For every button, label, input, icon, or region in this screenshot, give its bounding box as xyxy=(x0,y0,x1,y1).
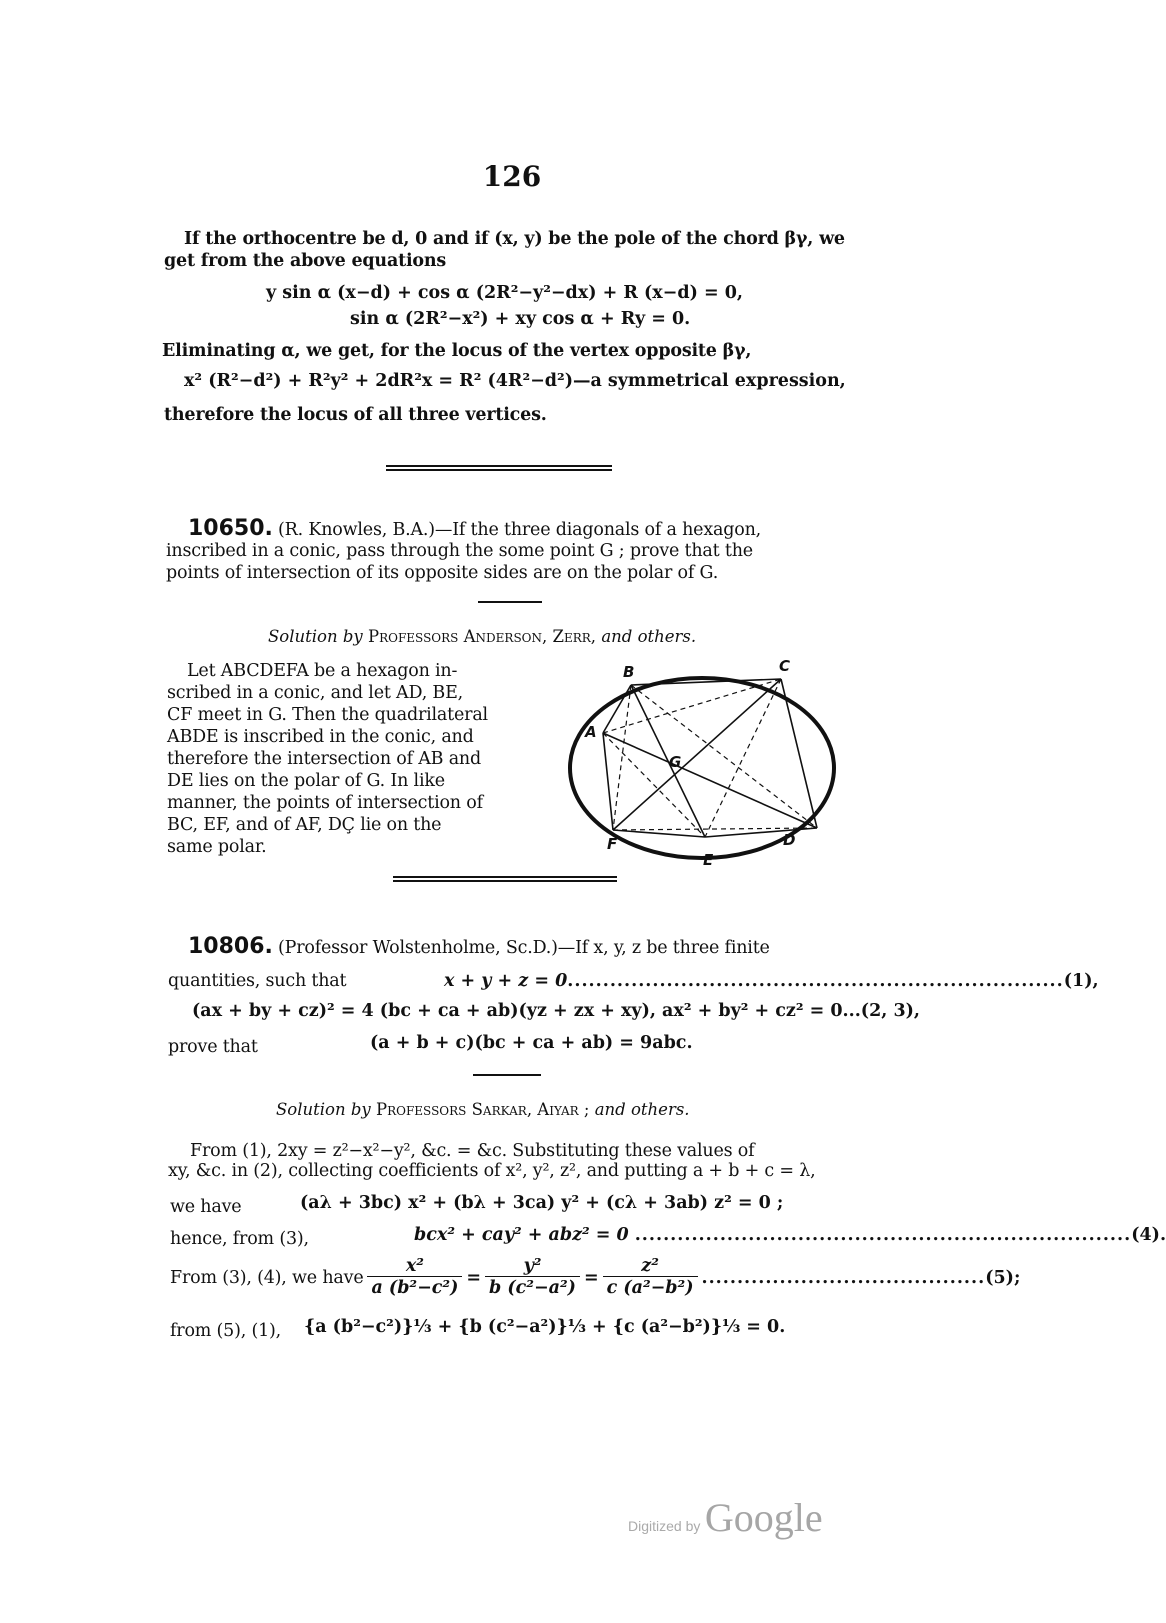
solution-by: Solution by xyxy=(276,1100,371,1119)
solution-attribution xyxy=(276,1100,690,1119)
fraction-x: $\frac{\text{x²}}{\text{a (b²−c²)}}$ xyxy=(367,1256,462,1299)
question-10806-header xyxy=(188,934,770,959)
leader-dots: ...................................................................... xyxy=(567,971,1064,991)
solution-line: ABDE is inscribed in the conic, and xyxy=(167,727,474,747)
solution-body xyxy=(167,660,527,858)
label-B: B xyxy=(623,663,635,681)
diagonal-CF xyxy=(613,679,781,830)
label-E: E xyxy=(703,851,714,869)
label-C: C xyxy=(779,657,791,675)
from-5-1-label: from (5), (1), xyxy=(170,1321,282,1341)
question-text-line-1: —If x, y, z be three finite xyxy=(557,938,770,958)
page-number: 126 xyxy=(482,160,542,193)
solution-line: same polar. xyxy=(167,837,267,857)
dashed-CE xyxy=(705,679,781,837)
question-text-line-3: points of intersection of its opposite sides are on the polar of G. xyxy=(166,563,719,583)
solution-line: CF meet in G. Then the quadrilateral xyxy=(167,705,488,725)
solution-line-2: xy, &c. in (2), collecting coefficients of x², y², z², and putting a + b + c = λ, xyxy=(168,1161,816,1181)
solution-line-1: From (1), 2xy = z²−x²−y², &c. = &c. Substituting these values of xyxy=(190,1141,755,1161)
solvers: Professors Anderson, Zerr, xyxy=(368,627,597,646)
solution-line: BC, EF, and of AF, DÇ lie on the xyxy=(167,815,442,835)
dashed-BD xyxy=(631,685,817,828)
side-EF xyxy=(613,830,705,837)
digitized-by-text: Digitized by xyxy=(628,1518,701,1534)
side-AB xyxy=(603,685,631,733)
fraction-z: $\frac{\text{z²}}{\text{c (a²−b²)}}$ xyxy=(603,1256,698,1299)
solution-line: therefore the intersection of AB and xyxy=(167,749,482,769)
solution-line: Let ABCDEFA be a hexagon in- xyxy=(187,661,458,681)
from-label: From (3), (4), we have xyxy=(170,1267,364,1288)
equation-2-3: (ax + by + cz)² = 4 (bc + ca + ab)(yz + zx + xy), ax² + by² + cz² = 0...(2, 3), xyxy=(192,1001,921,1021)
solution-line: scribed in a conic, and let AD, BE, xyxy=(167,683,464,703)
label-A: A xyxy=(585,723,597,741)
conclusion-line: therefore the locus of all three vertices. xyxy=(164,405,547,425)
final-equation: {a (b²−c²)}⅓ + {b (c²−a²)}⅓ + {c (a²−b²)}⅓ = 0. xyxy=(304,1317,786,1337)
equation-2: sin α (2R²−x²) + xy cos α + Ry = 0. xyxy=(350,309,691,329)
solution-line: DE lies on the polar of G. In like xyxy=(167,771,445,791)
side-CD xyxy=(781,679,817,828)
hence-label: hence, from (3), xyxy=(170,1229,309,1249)
solution-attribution xyxy=(268,627,696,646)
leader-dots: ...................................................................... xyxy=(634,1225,1132,1245)
solution-equation-3: (aλ + 3bc) x² + (bλ + 3ca) y² + (cλ + 3ab) z² = 0 ; xyxy=(300,1193,784,1213)
intro-line-1: If the orthocentre be d, 0 and if (x, y) be the pole of the chord βγ, we xyxy=(184,229,845,249)
question-10650-header xyxy=(188,516,761,541)
and-others: and others. xyxy=(594,1100,690,1119)
dashed-BF xyxy=(613,685,631,830)
digitized-by-google-watermark xyxy=(628,1494,823,1541)
short-divider xyxy=(473,1074,541,1076)
solution-by: Solution by xyxy=(268,627,363,646)
question-text-line-2: inscribed in a conic, pass through the some point G ; prove that the xyxy=(166,541,753,561)
and-others: and others. xyxy=(601,627,697,646)
label-F: F xyxy=(607,835,618,853)
question-text-line-1: —If the three diagonals of a hexagon, xyxy=(434,520,762,540)
section-divider xyxy=(393,876,617,882)
intro-line-2: get from the above equations xyxy=(164,251,447,271)
equation-1: y sin α (x−d) + cos α (2R²−y²−dx) + R (x−d) = 0, xyxy=(266,283,743,303)
equation-ref-4: (4). xyxy=(1131,1225,1166,1245)
leader-dots: ........................................ xyxy=(701,1267,986,1288)
equation-ref-5: (5); xyxy=(985,1267,1021,1288)
equation-4: bcx² + cay² + abz² = 0 xyxy=(414,1225,629,1245)
short-divider xyxy=(478,601,542,603)
prove-equation: (a + b + c)(bc + ca + ab) = 9abc. xyxy=(370,1033,693,1053)
equation-4-line xyxy=(414,1224,1166,1246)
question-number: 10806. xyxy=(188,934,273,959)
google-logo: Google xyxy=(704,1495,823,1540)
question-number: 10650. xyxy=(188,516,273,541)
solution-line: manner, the points of intersection of xyxy=(167,793,483,813)
section-divider xyxy=(386,465,612,471)
solvers: Professors Sarkar, Aiyar ; xyxy=(376,1100,590,1119)
eliminating-line: Eliminating α, we get, for the locus of the vertex opposite βγ, xyxy=(162,341,752,361)
question-author: (Professor Wolstenholme, Sc.D.) xyxy=(278,938,558,958)
we-have-label: we have xyxy=(170,1197,242,1217)
fraction-y: $\frac{\text{y²}}{\text{b (c²−a²)}}$ xyxy=(485,1256,580,1299)
question-author: (R. Knowles, B.A.) xyxy=(278,520,435,540)
equation-ref-1: (1), xyxy=(1063,971,1099,991)
prove-that-label: prove that xyxy=(168,1037,258,1057)
hexagon-in-conic-figure xyxy=(555,655,855,870)
equation-1-line xyxy=(444,970,1099,992)
diagonal-BE xyxy=(631,685,705,837)
side-FA xyxy=(603,733,613,830)
label-D: D xyxy=(783,831,796,849)
diagonal-AD xyxy=(603,733,817,828)
label-G: G xyxy=(669,753,682,771)
quantities-label: quantities, such that xyxy=(168,971,347,991)
equation-3: x² (R²−d²) + R²y² + 2dR²x = R² (4R²−d²)—a symmetrical expression, xyxy=(184,371,846,391)
equation-5-line: From (3), (4), we have $\frac{\text{x²}}{\text{a (b²−c²)}}$ = $\frac{\text{y²}}{\text{b (c²−a²)}}$ = $\frac{\text{z²}}{\text{c (a²−b²)}}$ ........................................ (5); xyxy=(170,1256,1021,1298)
equation-1: x + y + z = 0 xyxy=(444,971,568,991)
